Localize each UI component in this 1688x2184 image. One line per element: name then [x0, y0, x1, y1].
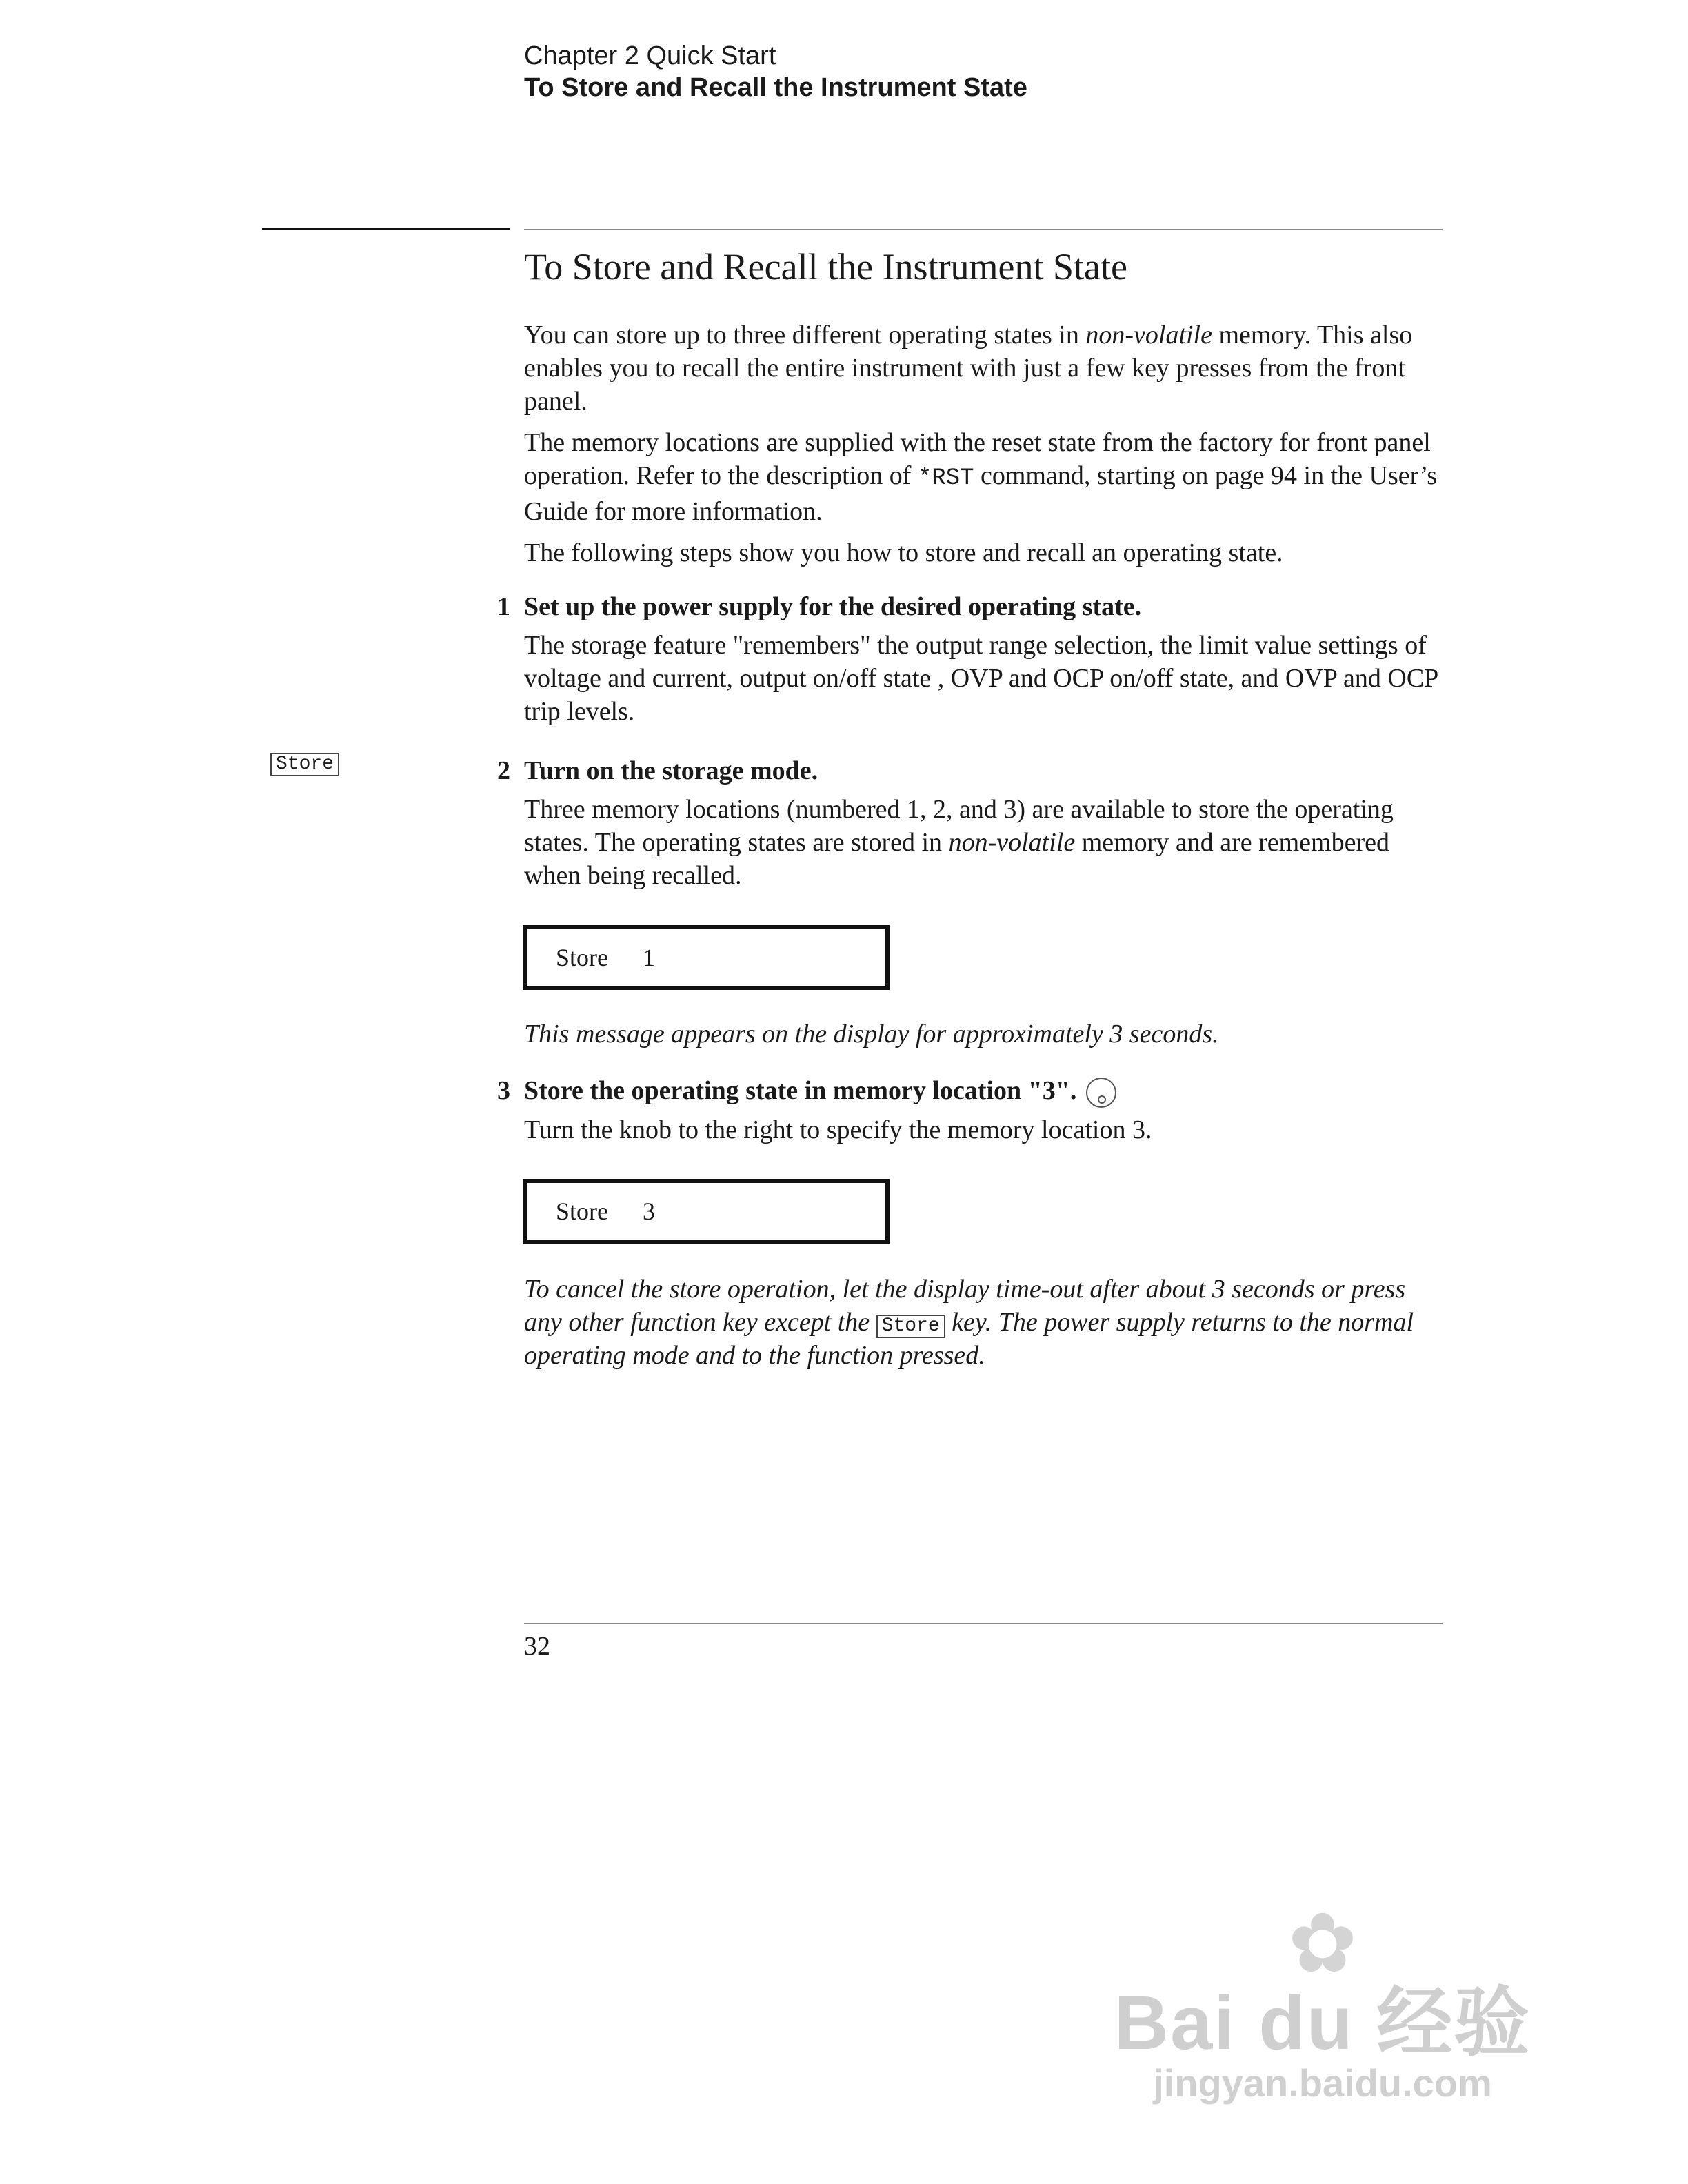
- knob-icon: [1086, 1078, 1116, 1108]
- store-key: Store: [270, 753, 339, 776]
- intro-paragraph-3: The following steps show you how to store and recall an operating state.: [524, 538, 1283, 567]
- section-rule-thin: [524, 229, 1443, 230]
- page-title: To Store and Recall the Instrument State: [524, 246, 1127, 287]
- step-number: 1: [497, 592, 510, 621]
- running-header: [524, 40, 1027, 103]
- step-text: Turn the knob to the right to specify the memory location 3.: [524, 1115, 1152, 1145]
- section-label: To Store and Recall the Instrument State: [524, 73, 1027, 102]
- step-number: 2: [497, 756, 510, 785]
- intro: [524, 318, 1448, 578]
- display-label: Store: [556, 944, 608, 971]
- intro-paragraph-1: You can store up to three different operating states in non-volatile memory. This also enables you to recall the entire instrument with just a few key presses from the front panel.: [524, 321, 1413, 416]
- display-value: 1: [643, 944, 655, 971]
- margin-key: [270, 753, 339, 776]
- page-number: 32: [524, 1632, 550, 1661]
- step-3: [524, 1074, 1448, 1155]
- step-text: Three memory locations (numbered 1, 2, and 3) are available to store the operating states. The operating states are stored in non-volatile memory and are remembered when being recalled.: [524, 795, 1394, 890]
- display-label: Store: [556, 1197, 608, 1225]
- emphasis: non-volatile: [948, 828, 1076, 857]
- emphasis: non-volatile: [1085, 321, 1212, 350]
- step-heading: Store the operating state in memory location "3".: [524, 1074, 1448, 1108]
- front-panel-display: [523, 925, 890, 990]
- step-text: The storage feature "remembers" the output range selection, the limit value settings of voltage and current, output on/off state , OVP and OCP on/off state, and OVP and OCP trip levels.: [524, 631, 1438, 726]
- cancel-note: To cancel the store operation, let the display time-out after about 3 seconds or press any other function key except the Store key. The power supply returns to the normal operating mode and to the function pressed.: [524, 1275, 1414, 1370]
- chapter-label: Chapter 2 Quick Start: [524, 41, 776, 70]
- paw-icon: ✿: [1287, 1898, 1358, 1990]
- step-number: 3: [497, 1076, 510, 1105]
- watermark: [1109, 1898, 1536, 2110]
- front-panel-display: [523, 1179, 890, 1244]
- step-heading: Set up the power supply for the desired operating state.: [524, 592, 1142, 621]
- step-2: [524, 754, 1448, 900]
- display-note: This message appears on the display for approximately 3 seconds.: [524, 1020, 1219, 1049]
- footer-rule: [524, 1623, 1443, 1624]
- step-1: [524, 590, 1448, 736]
- section-rule-thick: [262, 228, 510, 230]
- step-heading: Turn on the storage mode.: [524, 756, 818, 785]
- intro-paragraph-2: The memory locations are supplied with the reset state from the factory for front panel operation. Refer to the description of *RST command, starting on page 94 in the User’s Guide for more information.: [524, 428, 1438, 526]
- display-value: 3: [643, 1197, 655, 1225]
- watermark-brand: Bai du 经验: [1114, 1981, 1531, 2065]
- rst-command: *RST: [917, 465, 974, 492]
- watermark-url: jingyan.baidu.com: [1153, 2061, 1492, 2105]
- store-key: Store: [876, 1315, 945, 1338]
